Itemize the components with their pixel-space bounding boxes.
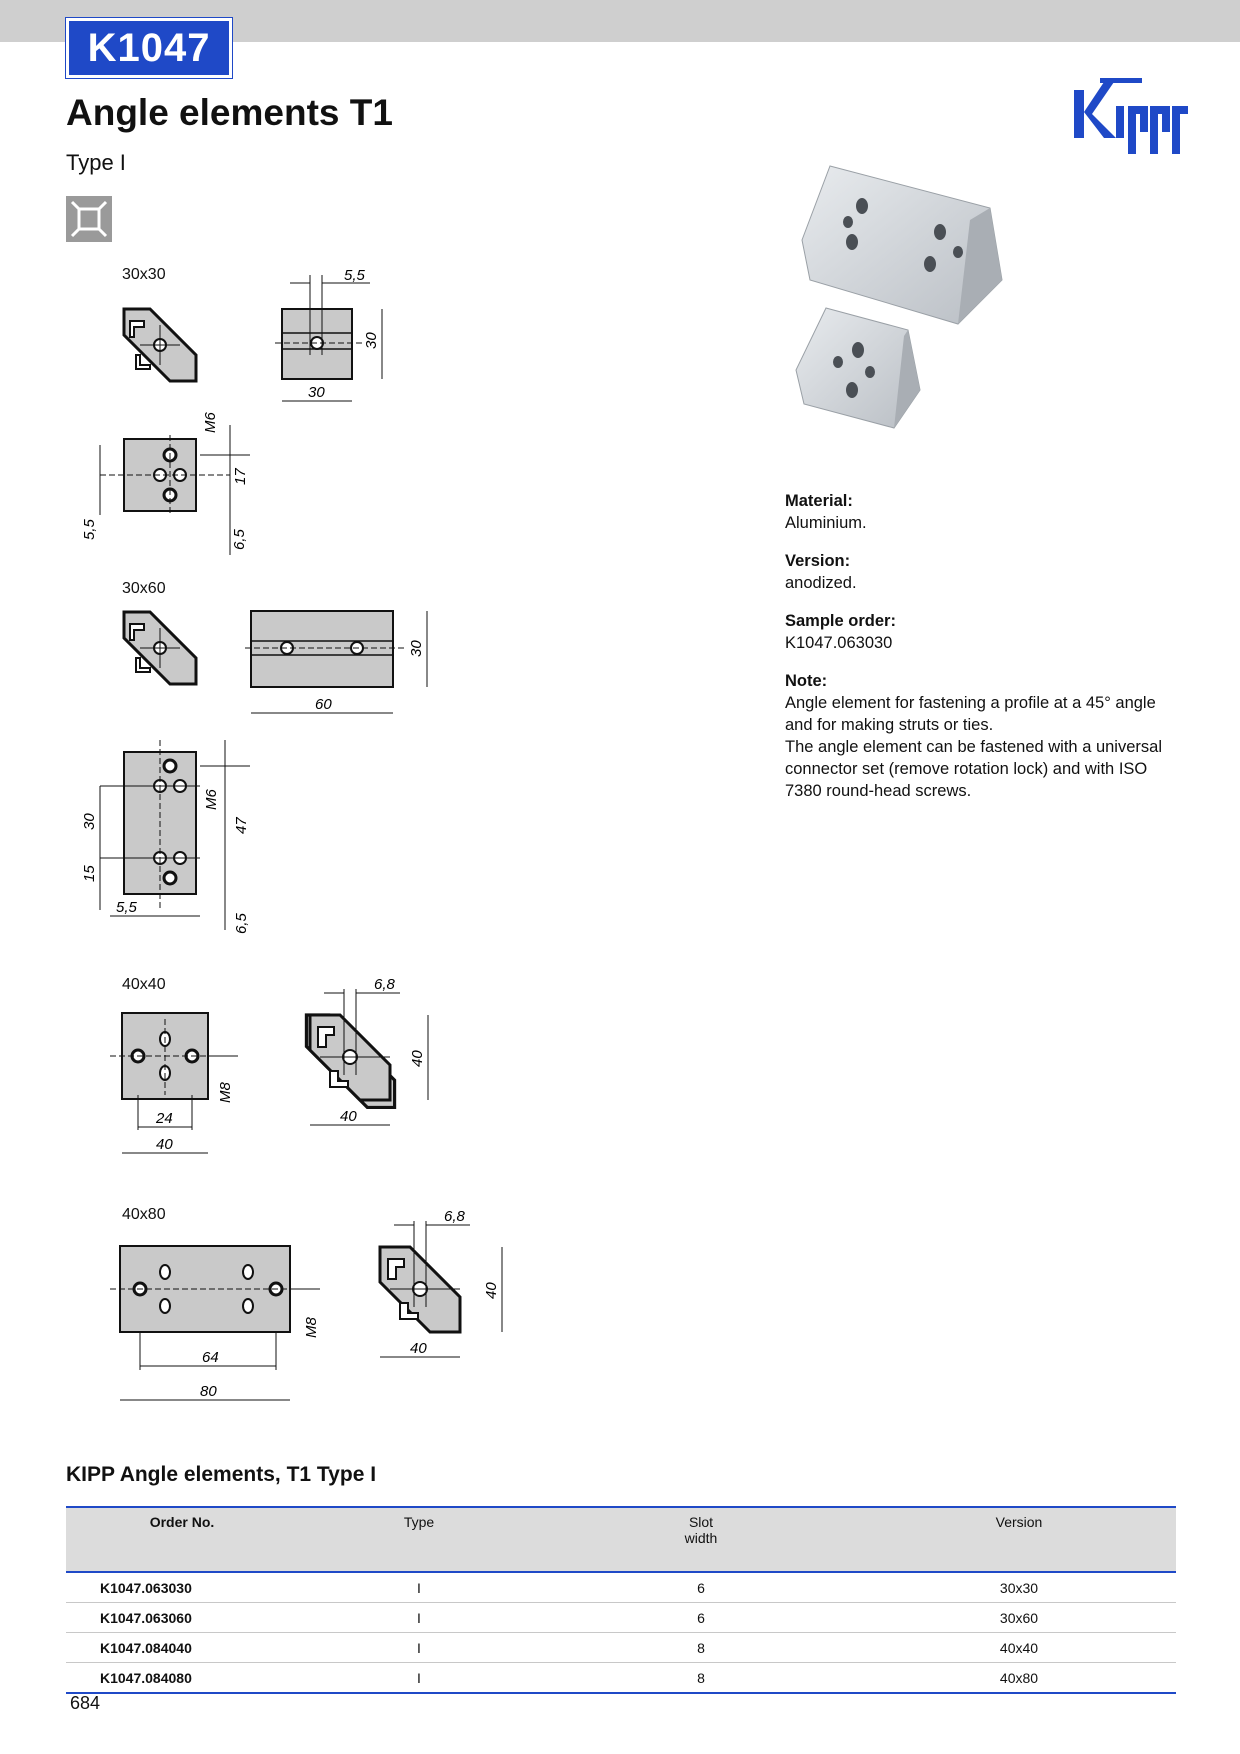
product-info bbox=[785, 490, 1185, 818]
drawing-30x30-top bbox=[80, 405, 270, 555]
dim-40-width: 40 bbox=[156, 1136, 173, 1153]
slot-width-cell: 8 bbox=[540, 1633, 862, 1663]
version-cell: 40x40 bbox=[862, 1633, 1176, 1663]
order-no-cell: K1047.063030 bbox=[66, 1572, 298, 1603]
slot-width-cell: 6 bbox=[540, 1572, 862, 1603]
note-label: Note: bbox=[785, 672, 828, 690]
order-no-cell: K1047.084080 bbox=[66, 1663, 298, 1694]
material-label: Material: bbox=[785, 492, 853, 510]
dim-17: 17 bbox=[232, 468, 249, 485]
drawing-30x60-profile bbox=[120, 608, 200, 688]
order-no-cell: K1047.063060 bbox=[66, 1603, 298, 1633]
dim-6-8: 6,8 bbox=[374, 976, 395, 993]
table-row bbox=[66, 1663, 1176, 1694]
drawing-label-40x80: 40x80 bbox=[122, 1206, 166, 1223]
table-row bbox=[66, 1572, 1176, 1603]
dim-30-width: 30 bbox=[308, 384, 325, 401]
drawing-40x80-top bbox=[110, 1240, 340, 1415]
kipp-logo bbox=[1070, 72, 1190, 162]
slot-width-cell: 8 bbox=[540, 1663, 862, 1694]
dim-40-bottom-40x80: 40 bbox=[410, 1340, 427, 1357]
product-code-badge: K1047 bbox=[66, 18, 232, 78]
version-cell: 40x80 bbox=[862, 1663, 1176, 1694]
type-cell: I bbox=[298, 1663, 540, 1694]
product-photo bbox=[790, 160, 1020, 450]
col-order-no: Order No. bbox=[149, 1514, 215, 1530]
dim-64: 64 bbox=[202, 1349, 219, 1366]
dim-5-5-bottom: 5,5 bbox=[116, 899, 137, 916]
col-slot-width bbox=[540, 1507, 862, 1572]
drawing-label-30x30: 30x30 bbox=[122, 266, 166, 283]
dim-6-5: 6,5 bbox=[231, 529, 248, 550]
col-slot-line1: Slot bbox=[688, 1514, 714, 1530]
dim-30-height: 30 bbox=[363, 332, 380, 349]
order-no-cell: K1047.084040 bbox=[66, 1633, 298, 1663]
sample-order-value: K1047.063030 bbox=[785, 634, 893, 652]
drawing-label-30x60: 30x60 bbox=[122, 580, 166, 597]
table-row bbox=[66, 1603, 1176, 1633]
drawing-30x30-side bbox=[270, 265, 400, 420]
type-cell: I bbox=[298, 1572, 540, 1603]
drawing-30x60-top bbox=[80, 730, 270, 940]
drawing-40x40-profile bbox=[300, 975, 450, 1145]
drawing-40x80-profile bbox=[370, 1207, 520, 1377]
dim-40-height-40x80: 40 bbox=[483, 1282, 500, 1299]
type-cell: I bbox=[298, 1603, 540, 1633]
slot-width-cell: 6 bbox=[540, 1603, 862, 1633]
dim-m8: M8 bbox=[217, 1082, 234, 1103]
page-number: 684 bbox=[70, 1693, 101, 1713]
col-type: Type bbox=[403, 1514, 435, 1530]
drawing-40x40-top bbox=[110, 1005, 250, 1170]
dim-6-8-40x80: 6,8 bbox=[444, 1208, 465, 1225]
drawing-label-40x40: 40x40 bbox=[122, 976, 166, 993]
dim-15-vertical: 15 bbox=[81, 865, 98, 882]
dim-5-5-left: 5,5 bbox=[81, 519, 98, 540]
version-cell: 30x60 bbox=[862, 1603, 1176, 1633]
dim-m6: M6 bbox=[202, 412, 219, 433]
version-cell: 30x30 bbox=[862, 1572, 1176, 1603]
dim-30-vertical: 30 bbox=[81, 813, 98, 830]
page-title: Angle elements T1 bbox=[66, 92, 393, 133]
note-text-2: The angle element can be fastened with a universal connector set (remove rotation lock) and with ISO 7380 round-head screws. bbox=[785, 738, 1162, 800]
drawing-30x30-profile bbox=[120, 305, 200, 385]
version-value: anodized. bbox=[785, 574, 857, 592]
table-header-row bbox=[66, 1507, 1176, 1572]
note-text-1: Angle element for fastening a profile at a 45° angle and for making struts or ties. bbox=[785, 694, 1156, 734]
dim-80: 80 bbox=[200, 1383, 217, 1400]
order-table bbox=[66, 1506, 1176, 1694]
drawing-30x60-side bbox=[245, 605, 445, 725]
col-slot-line2: width bbox=[684, 1530, 718, 1546]
sample-order-label: Sample order: bbox=[785, 612, 896, 630]
dim-5-5-top: 5,5 bbox=[344, 267, 365, 284]
dim-60: 60 bbox=[315, 696, 332, 713]
col-version: Version bbox=[995, 1514, 1043, 1530]
dim-m8-40x80: M8 bbox=[303, 1317, 320, 1338]
type-cell: I bbox=[298, 1633, 540, 1663]
dim-6-5-30x60: 6,5 bbox=[233, 913, 250, 934]
table-title: KIPP Angle elements, T1 Type I bbox=[66, 1463, 377, 1486]
table-row bbox=[66, 1633, 1176, 1663]
dim-40-bottom: 40 bbox=[340, 1108, 357, 1125]
dim-47: 47 bbox=[233, 817, 250, 834]
material-value: Aluminium. bbox=[785, 514, 867, 532]
dim-m6-30x60: M6 bbox=[203, 789, 220, 810]
dim-40-height: 40 bbox=[409, 1050, 426, 1067]
dim-24: 24 bbox=[156, 1110, 173, 1127]
dim-30-60-height: 30 bbox=[408, 640, 425, 657]
profile-system-icon bbox=[66, 196, 112, 242]
page-subtitle: Type I bbox=[66, 150, 126, 175]
version-label: Version: bbox=[785, 552, 851, 570]
